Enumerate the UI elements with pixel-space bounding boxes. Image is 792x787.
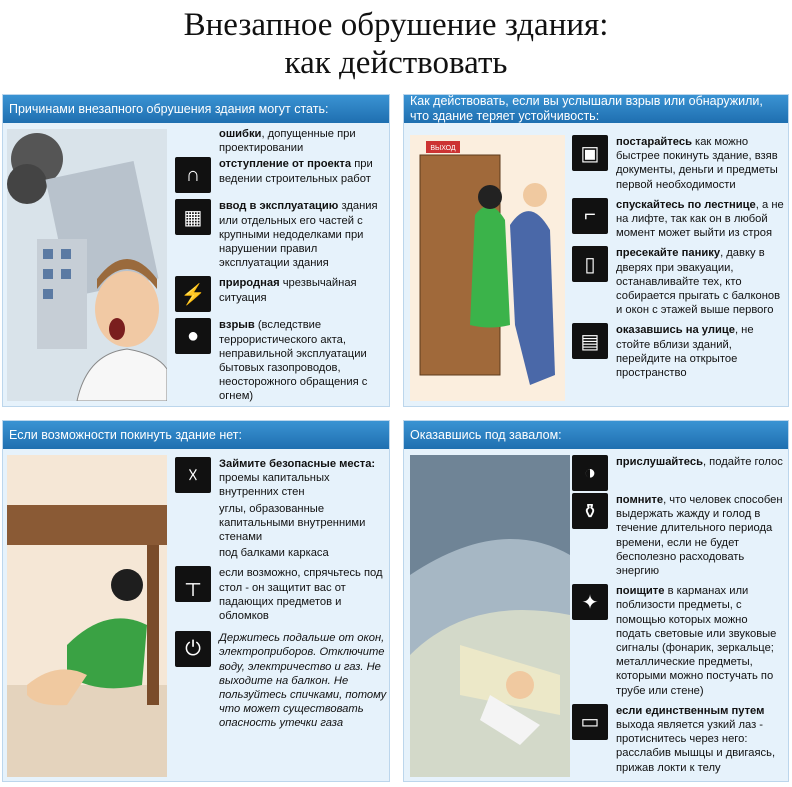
lightning-icon: ⚡ [175, 276, 211, 312]
item-bold: пресекайте панику [616, 247, 721, 260]
shelter-sub: углы, образованные капитальными внутренними стенами [219, 502, 366, 544]
building-run-icon: ▤ [572, 323, 608, 359]
item-bold: спускайтесь по лестнице [616, 198, 756, 211]
mask-icon: ● [175, 318, 211, 354]
page-title-line1: Внезапное обрушение здания: [183, 7, 609, 43]
item-bold: ввод в эксплуатацию [219, 200, 339, 213]
cause-item [175, 157, 387, 193]
item-bold: оказавшись на улице [616, 324, 735, 337]
item-bold: поищите [616, 585, 665, 598]
item-text: , не стойте вблизи зданий, перейдите на открытое пространство [616, 324, 754, 380]
panel-header: Причинами внезапного обрушения здания могут стать: [3, 95, 389, 123]
item-text: чрезвычайная ситуация [219, 277, 357, 304]
item-text: (вследствие террористического акта, неправильной эксплуатации бытовых газопроводов, неосторожного обращения с огнем) [219, 319, 368, 403]
collapse-illustration [7, 129, 167, 401]
cause-item [175, 276, 387, 312]
shelter-item [175, 631, 387, 730]
action-item [572, 323, 786, 380]
panel-rubble [403, 420, 789, 782]
cause-item [175, 318, 387, 403]
crawl-icon: ▭ [572, 704, 608, 740]
panel-header: Оказавшись под завалом: [404, 421, 788, 449]
item-text: как можно быстрее покинуть здание, взяв документы, деньги и предметы первой необходимости [616, 136, 778, 191]
item-text: выхода является узкий лаз - протиснитесь через него: расслабив мышцы и двигаясь, прижав локти к телу [616, 719, 776, 774]
ear-icon: ◑ [572, 455, 608, 491]
rubble-illustration [410, 455, 570, 777]
item-text: если возможно, спрячьтесь под стол - он защитит вас от падающих предметов и обломков [219, 567, 383, 623]
shelter-item [175, 457, 387, 500]
panel-actions [403, 94, 789, 407]
shelter-item [175, 566, 387, 623]
action-item [572, 198, 786, 241]
action-item [572, 135, 786, 192]
flashlight-icon: ✦ [572, 584, 608, 620]
evacuation-illustration [410, 135, 565, 401]
item-bold: помните [616, 494, 664, 506]
under-table-illustration [7, 455, 167, 777]
item-text: , допущенные при проектировании [219, 128, 356, 155]
panel-shelter [2, 420, 390, 782]
rubble-item [572, 455, 786, 491]
passport-icon: ▣ [572, 135, 608, 171]
exit-sign: ВЫХОД [430, 145, 456, 152]
rubble-list [572, 455, 786, 781]
item-text: Держитесь подальше от окон, электроприборов. Отключите воду, электричество и газ. Не выходите на балкон. Не пользуйтесь спичками, потому что может существовать опасность утечки газа [219, 632, 387, 730]
door-icon: ▯ [572, 246, 608, 282]
rubble-item [572, 493, 786, 578]
cause-item [175, 199, 387, 270]
panel-causes [2, 94, 390, 407]
item-text: проемы капитальных внутренних стен [219, 472, 330, 499]
item-text: при ведении строительных работ [219, 158, 373, 185]
item-bold: природная [219, 277, 280, 290]
shelter-sub: под балками каркаса [219, 547, 329, 560]
item-bold: если единственным путем [616, 704, 765, 717]
page-title-line2: как действовать [284, 45, 508, 81]
item-bold: постарайтесь [616, 136, 692, 148]
bottle-icon: ⚱ [572, 493, 608, 529]
item-bold: прислушайтесь [616, 456, 703, 468]
doorway-person-icon: ☓ [175, 457, 211, 493]
item-bold: отступление от проекта [219, 158, 352, 171]
causes-list [175, 127, 387, 410]
cause-item [175, 127, 387, 155]
item-text: , подайте голос [702, 456, 783, 468]
item-text: здания или отдельных его частей с крупными недоделками при нарушении правил эксплуатации здания [219, 200, 378, 270]
action-item [572, 246, 786, 317]
item-bold: взрыв [219, 319, 255, 332]
item-bold: ошибки [219, 128, 262, 140]
panel-header: Если возможности покинуть здание нет: [3, 421, 389, 449]
item-text: , а не на лифте, так как он в любой момент может выйти из строя [616, 198, 784, 240]
building-icon: ▦ [175, 199, 211, 235]
panel-header: Как действовать, если вы услышали взрыв или обнаружили, что здание теряет устойчивость: [404, 95, 788, 123]
stairs-icon: ⌐ [572, 198, 608, 234]
item-text: в карманах или поблизости предметы, с помощью которых можно подать световые или звуковые сигналы (фонарик, зеркальце; металлические предметы, которыми можно постучать по трубе или стене) [616, 585, 777, 697]
magnet-icon: ∩ [175, 157, 211, 193]
plug-icon: ⏻ [175, 631, 211, 667]
item-bold: Займите безопасные места: [219, 458, 376, 470]
table-icon: ┬ [175, 566, 211, 602]
actions-list [572, 135, 786, 386]
shelter-list [175, 457, 387, 737]
rubble-item [572, 704, 786, 775]
item-text: , давку в дверях при эвакуации, останавливайте тех, кто собирается прыгать с балконов и окон с этажей выше первого [616, 247, 781, 317]
rubble-item [572, 584, 786, 698]
item-text: , что человек способен выдержать жажду и голод в течение длительного периода времени, если не будет бесполезно расходовать энергию [616, 494, 783, 578]
